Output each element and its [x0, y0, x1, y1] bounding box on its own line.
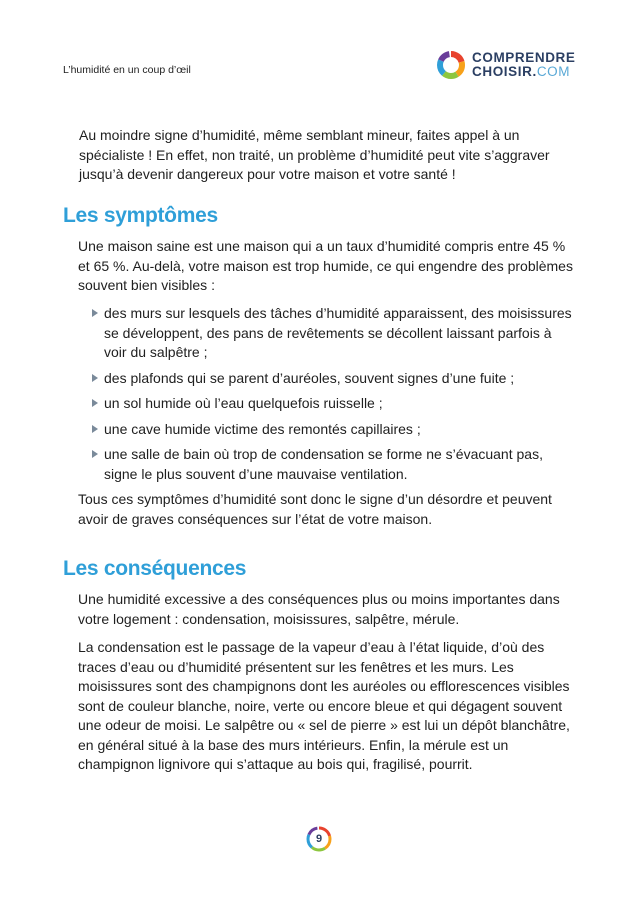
- heading-symptoms: Les symptômes: [63, 204, 218, 227]
- bullet-triangle-icon: [92, 399, 98, 407]
- list-item-text: une cave humide victime des remontés capillaires ;: [104, 420, 421, 437]
- list-item-text: une salle de bain où trop de condensation se forme ne s’évacuant pas, signe le plus souvent d’une mauvaise ventilation.: [104, 446, 543, 482]
- list-item-text: des plafonds qui se parent d’auréoles, souvent signes d’une fuite ;: [104, 369, 515, 386]
- symptoms-paragraph-1: Une maison saine est une maison qui a un taux d’humidité compris entre 45 % et 65 %. Au-delà, votre maison est trop humide, ce qui engendre des problèmes souvent bien visibles :: [78, 238, 573, 293]
- running-header: L’humidité en un coup d’œil: [63, 64, 191, 76]
- list-item: [92, 304, 572, 363]
- consequences-paragraph-1: Une humidité excessive a des conséquences plus ou moins importantes dans votre logement : condensation, moisissures, salpêtre, mérule.: [78, 591, 560, 627]
- logo-line1: COMPRENDRE: [472, 50, 576, 65]
- logo-line2-main: CHOISIR.: [472, 64, 537, 79]
- page-number: 9: [315, 833, 323, 845]
- list-item: [92, 420, 572, 440]
- logo-ring-icon: [436, 50, 466, 80]
- symptoms-list: [92, 304, 572, 490]
- bullet-triangle-icon: [92, 425, 98, 433]
- intro-paragraph: Au moindre signe d’humidité, même semblant mineur, faites appel à un spécialiste ! En effet, non traité, un problème d’humidité peut vite s’aggraver jusqu’à devenir dangereux pour votre maison et votre santé !: [79, 127, 550, 182]
- heading-consequences: Les conséquences: [63, 557, 247, 580]
- list-item: [92, 394, 572, 414]
- logo-line2-suffix: COM: [536, 64, 571, 79]
- bullet-triangle-icon: [92, 374, 98, 382]
- consequences-paragraph-2: La condensation est le passage de la vapeur d’eau à l’état liquide, d’où des traces d’eau ou d’humidité présentent sur les fenêtres et les murs. Les moisissures sont des champignons dont les auréoles ou efflorescences visibles sont de couleur blanche, noire, verte ou encore bleue et qui dégagent souvent une odeur de moisi. Le salpêtre ou « sel de pierre » est lui un dépôt blanchâtre, en général situé à la base des murs intérieurs. Enfin, la mérule est un champignon lignivore qui s’attaque au bois qui, fragilisé, pourrit.: [78, 639, 570, 772]
- bullet-triangle-icon: [92, 450, 98, 458]
- list-item: [92, 369, 572, 389]
- list-item-text: des murs sur lesquels des tâches d’humidité apparaissent, des moisissures se développent, des pans de revêtements se décollent laissant parfois à voir du salpêtre ;: [104, 305, 572, 360]
- logo-line2: [472, 65, 576, 79]
- page-number-badge: [305, 825, 333, 853]
- bullet-triangle-icon: [92, 309, 98, 317]
- symptoms-paragraph-2: Tous ces symptômes d’humidité sont donc le signe d’un désordre et peuvent avoir de graves conséquences sur l’état de votre maison.: [78, 491, 552, 527]
- comprendre-choisir-logo: [436, 50, 576, 80]
- list-item-text: un sol humide où l’eau quelquefois ruisselle ;: [104, 395, 383, 411]
- list-item: [92, 445, 572, 484]
